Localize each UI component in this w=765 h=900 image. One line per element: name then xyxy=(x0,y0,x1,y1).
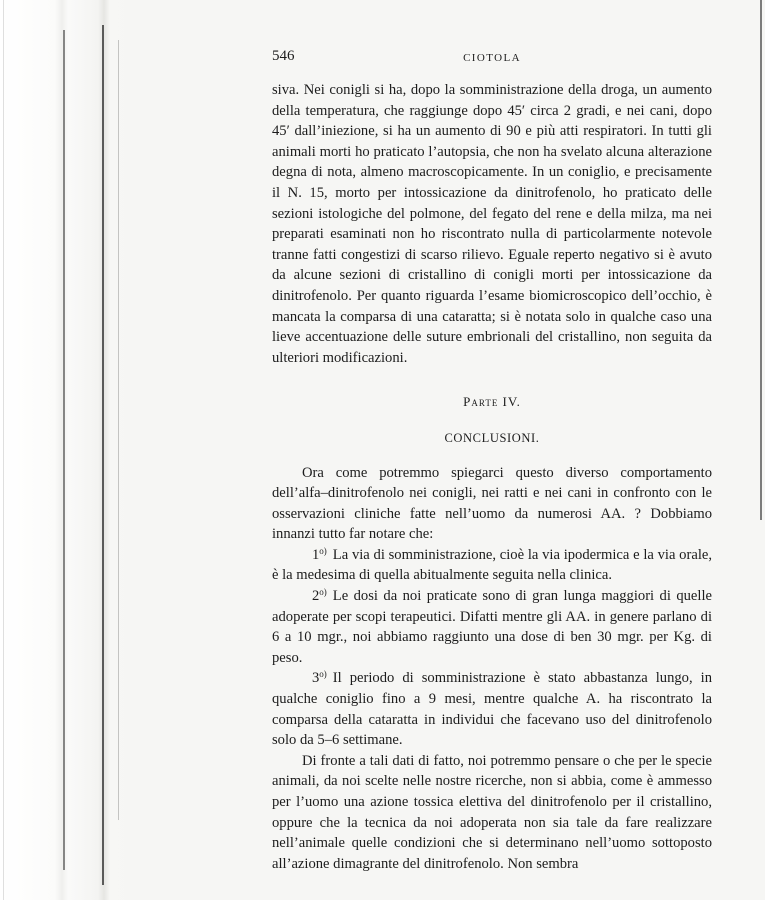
body-paragraph: Di fronte a tali dati di fatto, noi potremmo pensare o che per le specie animali, da noi scelte nelle nostre ricerche, non si abbia, come è ammesso per l’uomo una azione tossica elettiva del dinitrofenolo per il cristallino, oppure che la tecnica da noi adoperata non sia tale da fare realizzare nell’animale quelle condizioni che si determinano nell’uomo sottoposto all’azione dimagrante del dinitrofenolo. Non sembra xyxy=(272,752,712,872)
item-marker: 2$^{o)}$ xyxy=(312,587,327,605)
item-marker: 3$^{o)}$ xyxy=(312,669,327,687)
page-content xyxy=(272,46,712,874)
running-title: CIOTOLA xyxy=(463,52,521,64)
item-text: Il periodo di somministrazione è stato abbastanza lungo, in qualche coniglio fino a 9 mesi, mentre qualche A. ha riscontrato la comparsa della cataratta in individui che facevano uso del dinitrofenolo solo da 5–6 settimane. xyxy=(272,670,712,749)
section-heading: CONCLUSIONI. xyxy=(444,430,540,445)
page-number: 546 xyxy=(272,48,295,64)
numbered-item xyxy=(272,586,712,668)
item-text: La via di somministrazione, cioè la via ipodermica e la via orale, è la medesima di quella abitualmente seguita nella clinica. xyxy=(272,546,712,584)
body-paragraph: Ora come potremmo spiegarci questo diverso comportamento dell’alfa–dinitrofenolo nei conigli, nei ratti e nei cani in confronto con le osservazioni cliniche fatte nell’uomo da numerosi AA. ? Dobbiamo innanzi tutto far notare che: xyxy=(272,464,712,543)
body-paragraph: siva. Nei conigli si ha, dopo la somministrazione della droga, un aumento della temperatura, che raggiunge dopo 45′ circa 2 gradi, e nei cani, dopo 45′ dall’iniezione, si ha un aumento di 90 e più atti respiratori. In tutti gli animali morti ho praticato l’autopsia, che non ha svelato alcuna alterazione degna di nota, almeno macroscopicamente. In un coniglio, e precisamente il N. 15, morto per intossicazione da dinitrofenolo, ho praticato delle sezioni istologiche del polmone, del fegato del rene e della milza, ma nei preparati esaminati non ho riscontrato nulla di particolarmente notevole tranne fatti congestizi di scarso rilievo. Eguale reperto negativo si è avuto da alcune sezioni di cristallino di conigli morti per intossicazione da dinitrofenolo. Per quanto riguarda l’esame biomicroscopico dell’occhio, è mancata la comparsa di una cataratta; si è notata solo in qualche caso una lieve accentuazione delle suture embrionali del cristallino, non seguita da ulteriori modificazioni. xyxy=(272,82,712,366)
book-gutter xyxy=(0,0,140,900)
gutter-shadow-line xyxy=(63,30,65,870)
page-edge-line xyxy=(760,0,762,520)
scan-edge-line xyxy=(3,0,4,900)
item-marker: 1$^{o)}$ xyxy=(312,545,327,563)
part-heading: Parte IV. xyxy=(463,394,521,410)
gutter-shadow-line xyxy=(118,40,119,820)
page-header xyxy=(272,46,712,80)
numbered-item xyxy=(272,668,712,750)
numbered-item xyxy=(272,545,712,586)
gutter-shadow-line xyxy=(102,25,104,885)
item-text: Le dosi da noi praticate sono di gran lunga maggiori di quelle adoperate per scopi terapeutici. Difatti mentre gli AA. in genere parlano di 6 a 10 mgr., noi abbiamo raggiunto una dose di ben 30 mgr. per Kg. di peso. xyxy=(272,588,712,666)
